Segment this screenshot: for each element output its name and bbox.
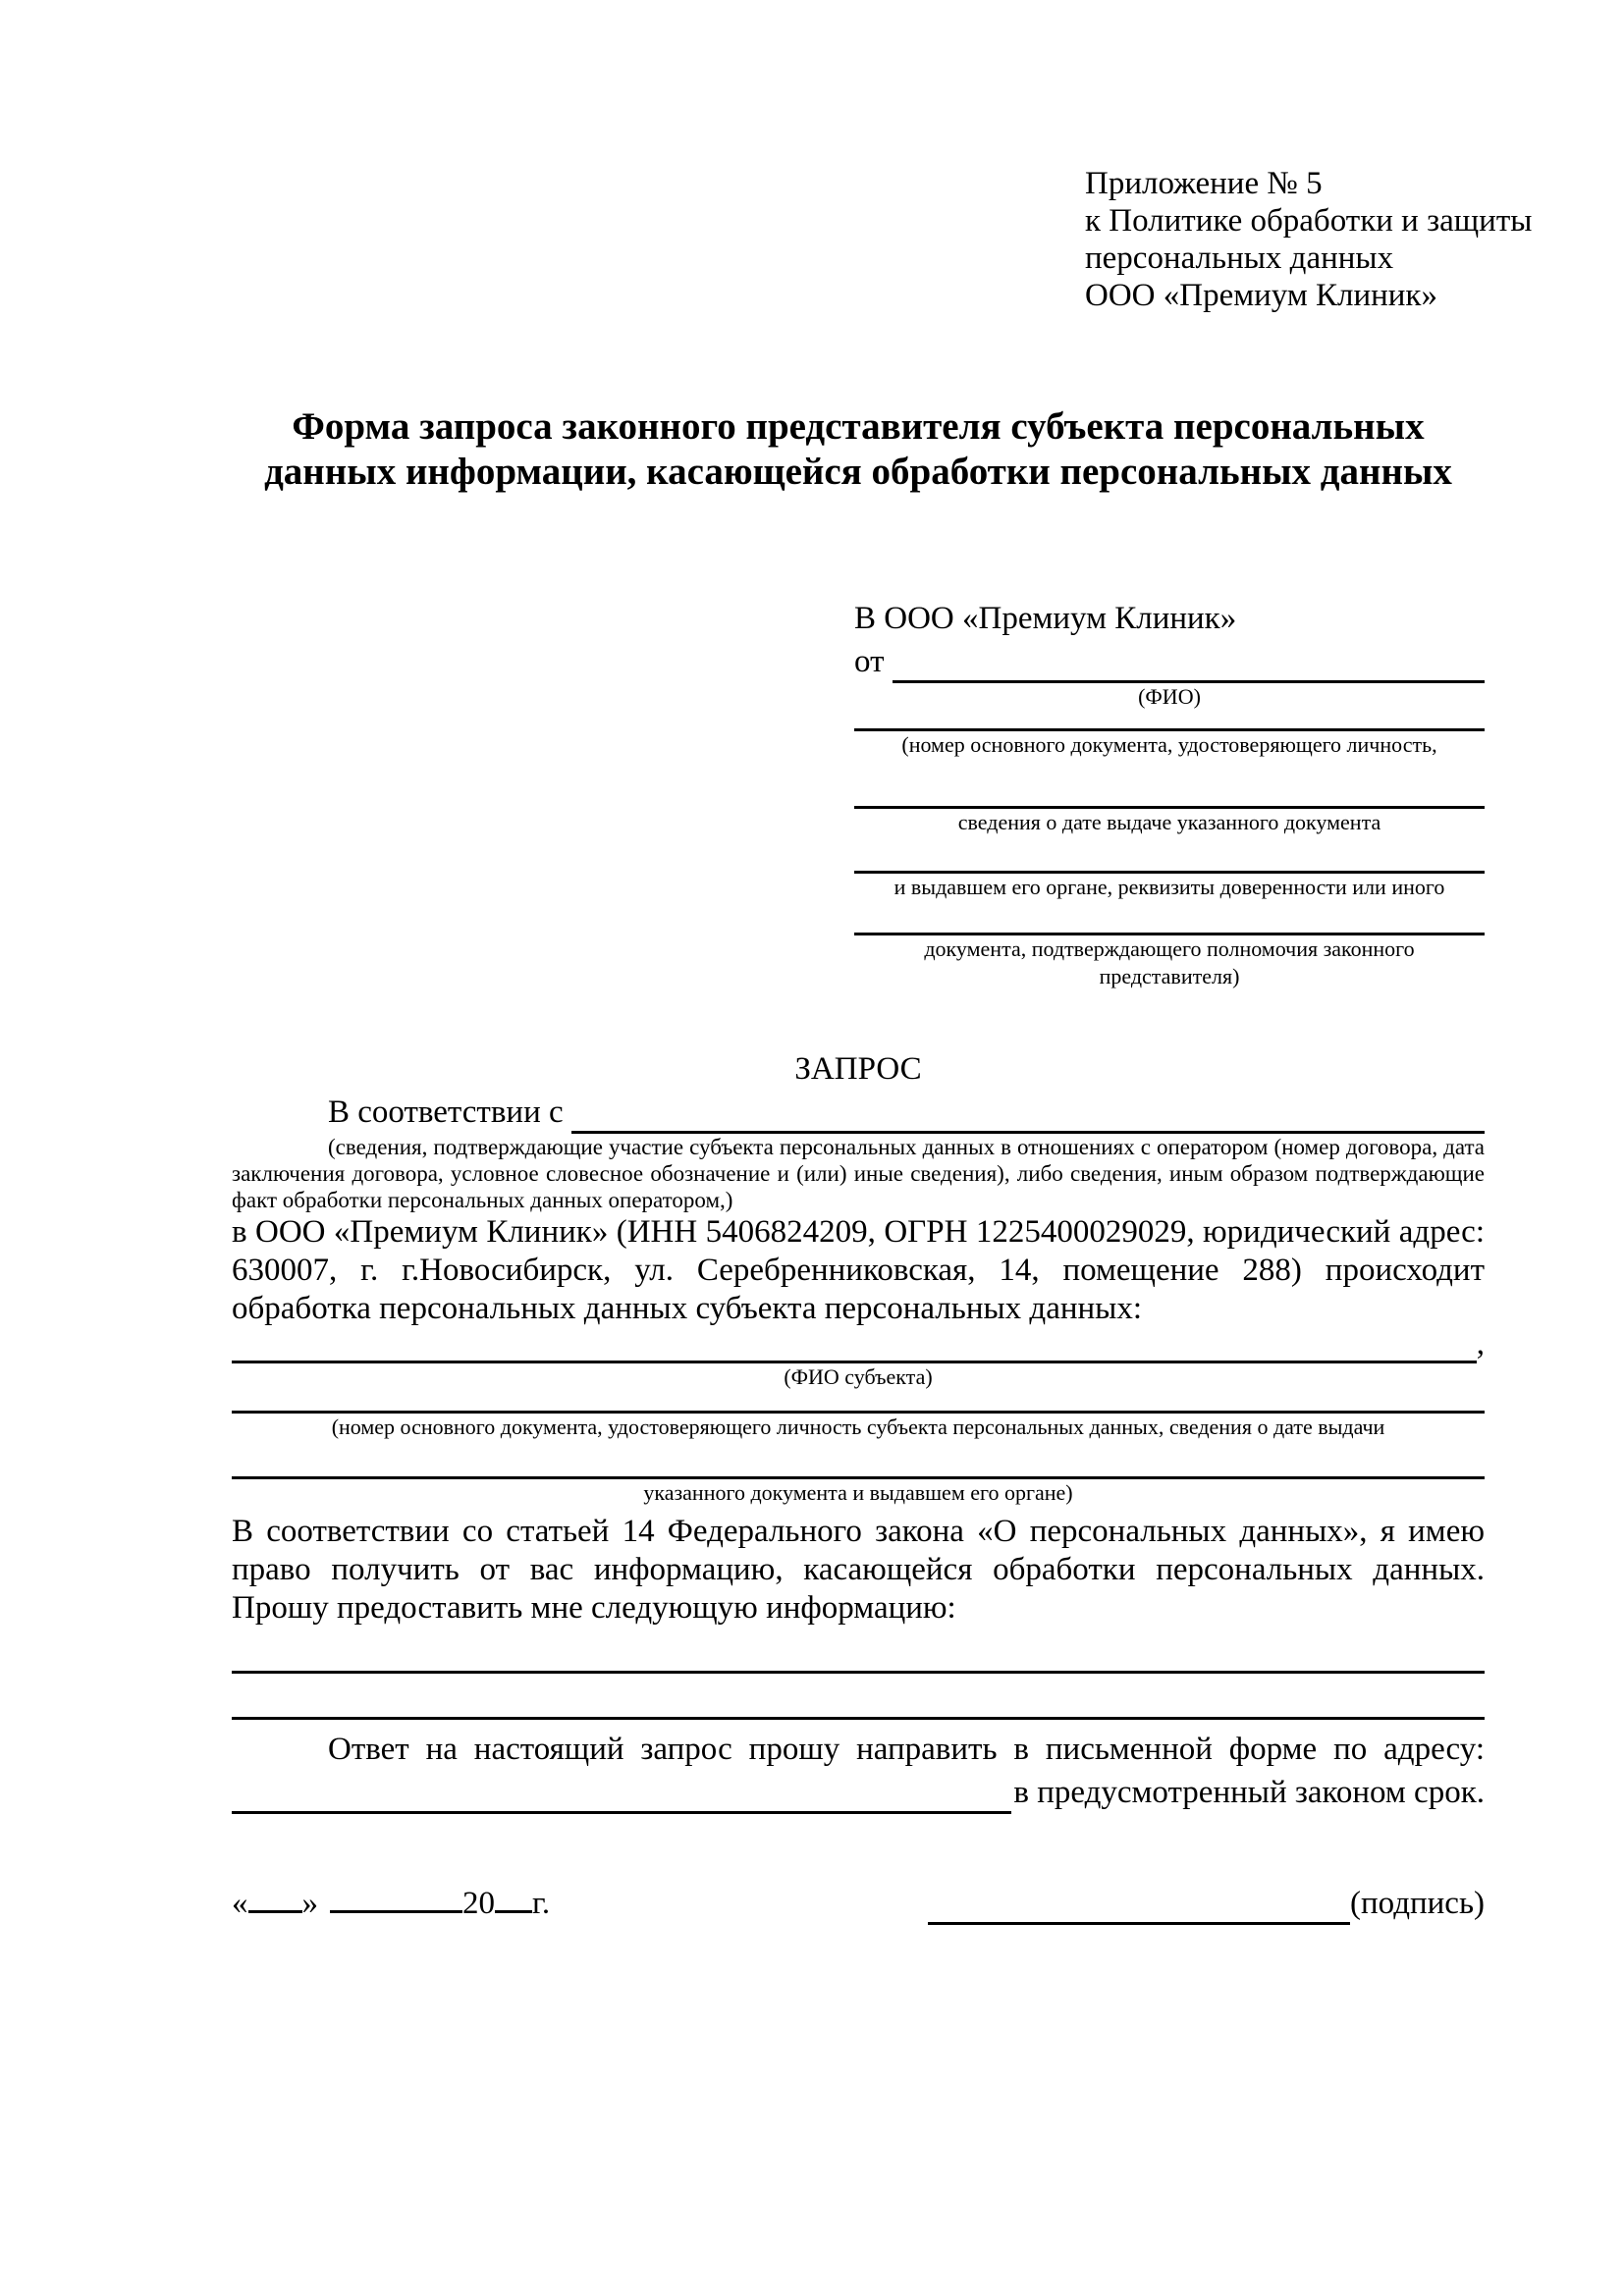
signature-caption: (подпись) [1350,1886,1485,1921]
subject-document-blank-line-1 [232,1395,1485,1414]
subject-fio-comma: , [1476,1326,1485,1362]
reply-address-row [232,1771,1485,1814]
from-row [854,640,1485,683]
operator-paragraph: в ООО «Премиум Клиник» (ИНН 5406824209, ОГРН 1225400029029, юридический адрес: 630007, г. г.Новосибирск, ул. Серебренниковская, 14, помещение 288) происходит обработка персональных данных субъекта персональных данных: [232,1214,1485,1326]
appendix-line: персональных данных [1085,240,1394,276]
subject-fio-caption: (ФИО субъекта) [784,1364,933,1389]
from-label: от [854,644,885,679]
subject-document-caption-1: (номер основного документа, удостоверяющего личность субъекта персональных данных, сведения о дате выдачи [331,1415,1385,1439]
document-number-blank-line [854,713,1485,731]
appendix-line: Приложение № 5 [1085,166,1323,201]
processing-note: (сведения, подтверждающие участие субъекта персональных данных в отношениях с оператором (номер договора, дата заключения договора, условное словесное обозначение и (или) иные сведения), либо сведения, иным образом подтверждающие факт обработки персональных данных оператором,) [232,1135,1485,1212]
issuing-authority-blank-line [854,855,1485,874]
subject-document-caption-2: указанного документа и выдавшем его органе) [643,1480,1073,1505]
document-content [232,0,1533,1925]
accordance-row [232,1091,1485,1134]
date-signature-row [232,1881,1485,1925]
subject-fio-row [232,1324,1485,1363]
date-month-blank [330,1881,462,1913]
appendix-line: к Политике обработки и защиты [1085,203,1533,239]
issuing-authority-caption: и выдавшем его органе, реквизиты доверенности или иного [893,875,1445,899]
addressee-block [854,597,1485,990]
authority-document-blank-line [854,917,1485,935]
law-paragraph: В соответствии со статьей 14 Федерального закона «О персональных данных», я имею право получить от вас информацию, касающейся обработки персональных данных. Прошу предоставить мне следующую информацию: [232,1514,1485,1626]
requested-info-blank-line-1 [232,1655,1485,1674]
reply-address-blank-line [232,1778,1011,1814]
date-open-quote: « [232,1886,248,1921]
date-day-blank [248,1881,302,1913]
date-close-quote: » [301,1886,318,1921]
document-number-caption: (номер основного документа, удостоверяющего личность, [901,732,1437,757]
issue-date-caption: сведения о дате выдаче указанного документа [957,810,1381,834]
reply-paragraph: Ответ на настоящий запрос прошу направить в письменной форме по адресу: [328,1732,1485,1767]
date-year-prefix: 20 [462,1886,495,1921]
reply-tail-text: в предусмотренный законом срок. [1013,1775,1485,1810]
request-heading: ЗАПРОС [794,1051,922,1087]
fio-caption: (ФИО) [1138,684,1201,709]
appendix-header [1085,165,1533,314]
date-year-blank [495,1881,532,1913]
signature-group [928,1882,1485,1925]
appendix-line: ООО «Премиум Клиник» [1085,278,1437,313]
signature-blank-line [928,1889,1350,1925]
subject-document-blank-line-2 [232,1461,1485,1479]
accordance-blank-line [571,1097,1485,1134]
date-group [232,1881,550,1925]
date-year-suffix: г. [532,1886,551,1921]
addressee-to: В ООО «Премиум Клиник» [854,601,1237,636]
authority-document-caption: документа, подтверждающего полномочия законного представителя) [924,936,1415,988]
representative-fio-blank-line [893,647,1486,683]
issue-date-blank-line [854,790,1485,809]
subject-fio-blank-line [232,1333,1477,1363]
document-title: Форма запроса законного представителя субъекта персональных данных информации, касающейся обработки персональных данных [264,405,1452,493]
accordance-label: В соответствии с [328,1095,564,1130]
requested-info-blank-line-2 [232,1701,1485,1720]
